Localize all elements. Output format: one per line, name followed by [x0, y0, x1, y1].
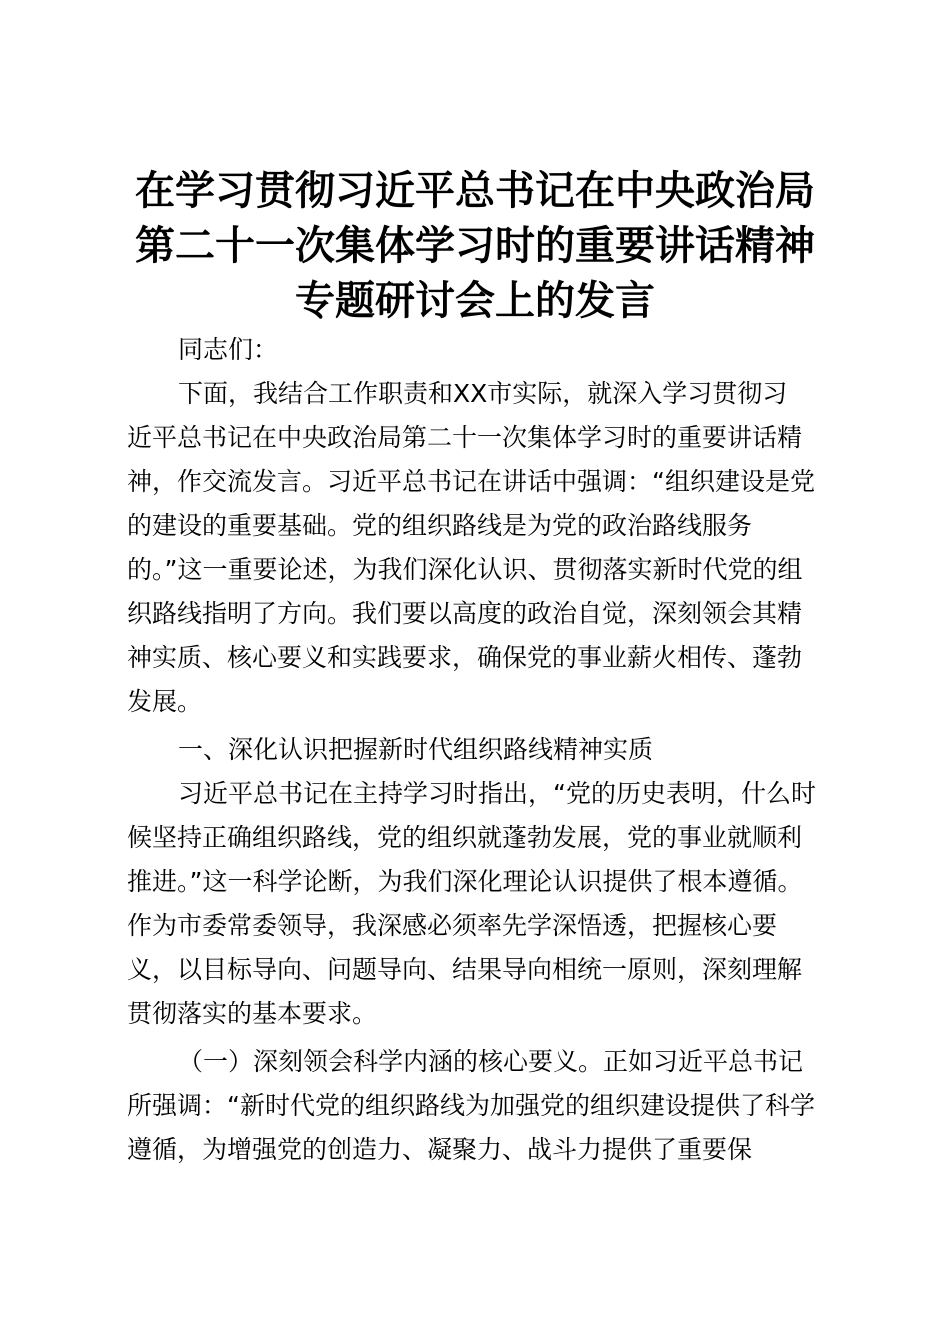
- paragraph-1-line-7: 神实质、核心要义和实践要求，确保党的事业薪火相传、蓬勃: [127, 643, 803, 672]
- paragraph-2-line-2: 候坚持正确组织路线，党的组织就蓬勃发展，党的事业就顺利: [127, 823, 803, 852]
- paragraph-3-line-3: 遵循，为增强党的创造力、凝聚力、战斗力提供了重要保: [127, 1135, 753, 1164]
- paragraph-1-line-4: 的建设的重要基础。党的组织路线是为党的政治路线服务: [127, 511, 753, 540]
- paragraph-1-line-2: 近平总书记在中央政治局第二十一次集体学习时的重要讲话精: [127, 423, 803, 452]
- paragraph-3-line-2: 所强调：“新时代党的组织路线为加强党的组织建设提供了科学: [127, 1091, 815, 1120]
- paragraph-1-line-3: 神，作交流发言。习近平总书记在讲话中强调：“组织建设是党: [127, 467, 815, 496]
- paragraph-2-line-3: 推进。”这一科学论断，为我们深化理论认识提供了根本遵循。: [127, 867, 803, 896]
- paragraph-1-line-8: 发展。: [127, 687, 203, 716]
- document-title-line-2: 第二十一次集体学习时的重要讲话精神: [135, 222, 815, 269]
- paragraph-3-line-1: （一）深刻领会科学内涵的核心要义。正如习近平总书记: [178, 1047, 804, 1076]
- paragraph-2-line-4: 作为市委常委领导，我深感必须率先学深悟透，把握核心要: [127, 911, 778, 940]
- paragraph-2-line-5: 义，以目标导向、问题导向、结果导向相统一原则，深刻理解: [127, 955, 803, 984]
- paragraph-2-line-6: 贯彻落实的基本要求。: [127, 999, 378, 1028]
- salutation: 同志们：: [178, 335, 279, 364]
- paragraph-1-line-6: 织路线指明了方向。我们要以高度的政治自觉，深刻领会其精: [127, 599, 803, 628]
- paragraph-2-line-1: 习近平总书记在主持学习时指出，“党的历史表明，什么时: [178, 779, 816, 808]
- section-heading-1: 一、深化认识把握新时代组织路线精神实质: [178, 735, 654, 764]
- document-title-line-1: 在学习贯彻习近平总书记在中央政治局: [135, 167, 815, 214]
- paragraph-1-line-1: 下面，我结合工作职责和XX市实际，就深入学习贯彻习: [178, 379, 788, 408]
- document-title-line-3: 专题研讨会上的发言: [295, 277, 655, 324]
- paragraph-1-line-5: 的。”这一重要论述，为我们深化认识、贯彻落实新时代党的组: [127, 555, 803, 584]
